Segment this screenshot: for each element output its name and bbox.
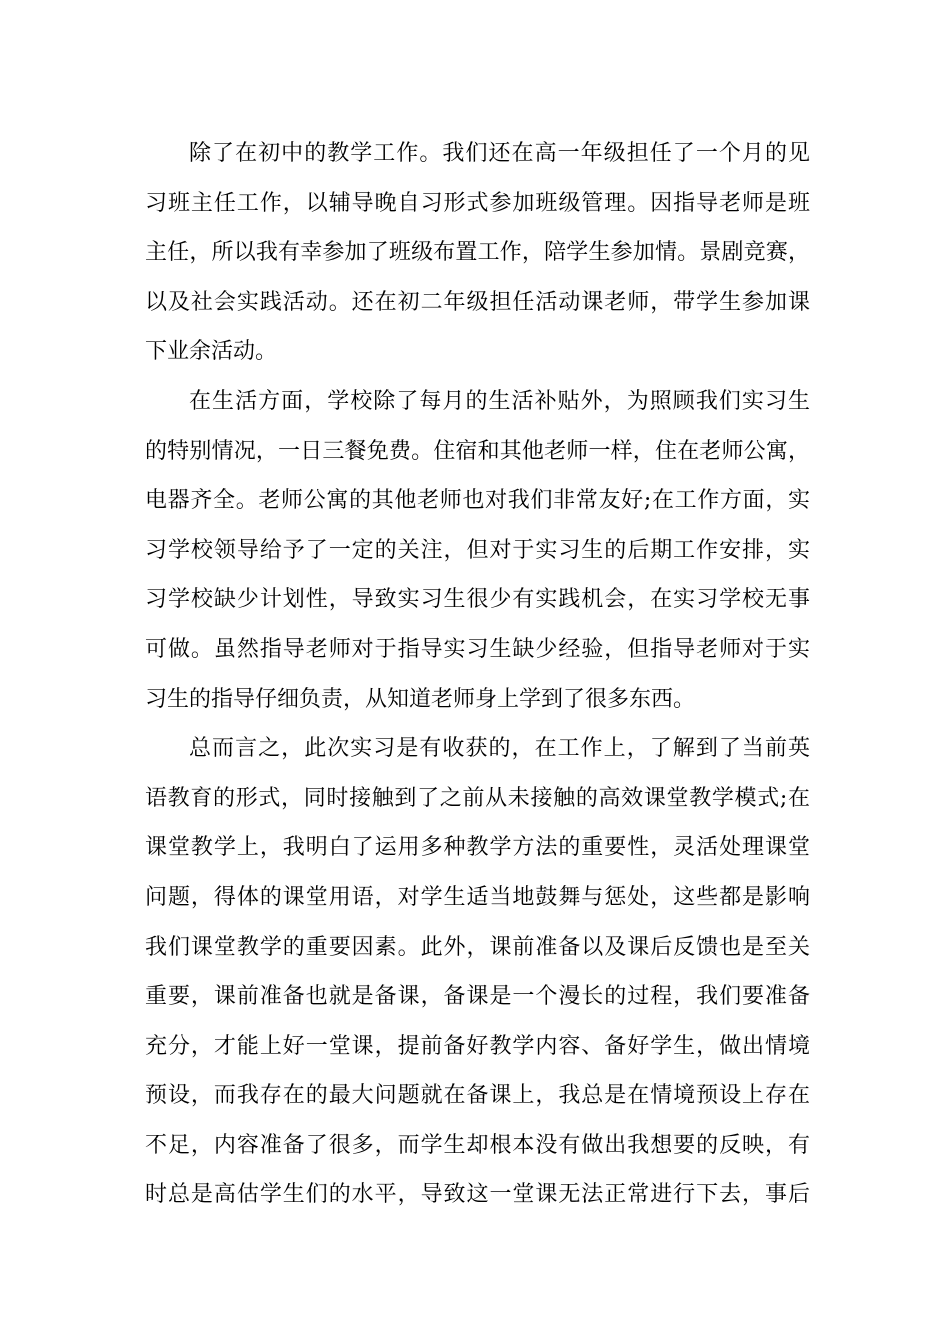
text-line: 不足，内容准备了很多，而学生却根本没有做出我想要的反映，有 [145, 1132, 810, 1158]
text-line: 重要，课前准备也就是备课，备课是一个漫长的过程，我们要准备 [145, 984, 810, 1010]
text-line: 主任，所以我有幸参加了班级布置工作，陪学生参加情。景剧竞赛， [145, 240, 810, 266]
text-line: 习学校领导给予了一定的关注，但对于实习生的后期工作安排，实 [145, 537, 810, 563]
text-line: 习班主任工作，以辅导晚自习形式参加班级管理。因指导老师是班 [145, 190, 810, 216]
text-line: 充分，才能上好一堂课，提前备好教学内容、备好学生，做出情境 [145, 1033, 810, 1059]
text-line: 我们课堂教学的重要因素。此外，课前准备以及课后反馈也是至关 [145, 934, 810, 960]
document-body [145, 129, 810, 1220]
text-line: 习学校缺少计划性，导致实习生很少有实践机会，在实习学校无事 [145, 587, 810, 613]
text-line: 在生活方面，学校除了每月的生活补贴外，为照顾我们实习生 [189, 388, 810, 414]
paragraph-internship-duties [145, 129, 810, 377]
text-line: 问题，得体的课堂用语，对学生适当地鼓舞与惩处，这些都是影响 [145, 884, 810, 910]
text-line: 课堂教学上，我明白了运用多种教学方法的重要性，灵活处理课堂 [145, 835, 810, 861]
text-line: 可做。虽然指导老师对于指导实习生缺少经验，但指导老师对于实 [145, 636, 810, 662]
text-line: 习生的指导仔细负责，从知道老师身上学到了很多东西。 [145, 686, 696, 712]
text-line: 电器齐全。老师公寓的其他老师也对我们非常友好;在工作方面，实 [145, 488, 810, 514]
text-line: 除了在初中的教学工作。我们还在高一年级担任了一个月的见 [189, 141, 810, 166]
paragraph-summary [145, 724, 810, 1220]
text-line: 时总是高估学生们的水平，导致这一堂课无法正常进行下去，事后 [145, 1182, 810, 1208]
text-line: 以及社会实践活动。还在初二年级担任活动课老师，带学生参加课 [145, 289, 810, 315]
text-line: 总而言之，此次实习是有收获的，在工作上，了解到了当前英 [189, 736, 810, 762]
paragraph-living-conditions [145, 377, 810, 724]
text-line: 下业余活动。 [145, 339, 278, 365]
text-line: 预设，而我存在的最大问题就在备课上，我总是在情境预设上存在 [145, 1083, 810, 1109]
text-line: 的特别情况，一日三餐免费。住宿和其他老师一样，住在老师公寓， [145, 438, 810, 464]
text-line: 语教育的形式，同时接触到了之前从未接触的高效课堂教学模式;在 [145, 785, 810, 811]
